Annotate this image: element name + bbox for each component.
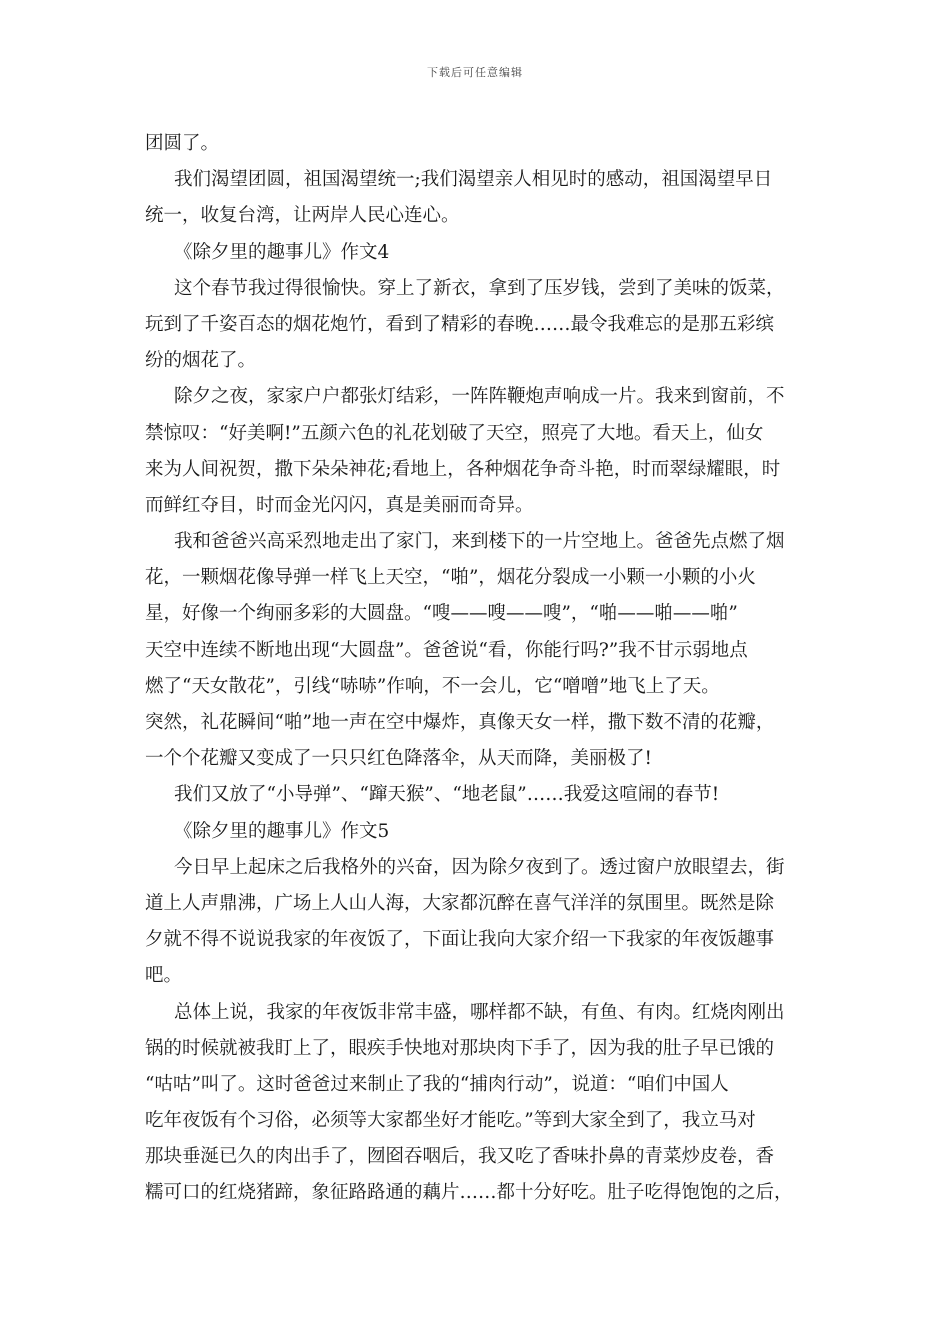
text-line: 燃了“天女散花”，引线“哧哧”作响，不一会儿，它“噌噌”地飞上了天。: [145, 675, 720, 697]
text-line: 我和爸爸兴高采烈地走出了家门，来到楼下的一片空地上。爸爸先点燃了烟: [174, 531, 785, 553]
text-line: 我们渴望团圆，祖国渴望统一;我们渴望亲人相见时的感动，祖国渴望早日: [174, 169, 773, 191]
text-line: 花，一颗烟花像导弹一样飞上天空，“啪”，烟花分裂成一小颗一小颗的小火: [145, 567, 756, 589]
text-line: 一个个花瓣又变成了一只只红色降落伞，从天而降，美丽极了!: [145, 748, 652, 770]
text-line: 纷的烟花了。: [145, 350, 257, 372]
text-line: 锅的时候就被我盯上了，眼疾手快地对那块肉下手了，因为我的肚子早已饿的: [145, 1037, 775, 1059]
text-line: 吃年夜饭有个习俗，必须等大家都坐好才能吃。”等到大家全到了，我立马对: [145, 1110, 756, 1132]
text-line: 禁惊叹：“好美啊!”五颜六色的礼花划破了天空，照亮了大地。看天上，仙女: [145, 422, 764, 444]
text-line: 而鲜红夺目，时而金光闪闪，真是美丽而奇异。: [145, 494, 534, 516]
text-line: 今日早上起床之后我格外的兴奋，因为除夕夜到了。透过窗户放眼望去，街: [174, 856, 785, 878]
text-line: 突然，礼花瞬间“啪”地一声在空中爆炸，真像天女一样，撒下数不清的花瓣，: [145, 712, 775, 733]
text-line: 天空中连续不断地出现“大圆盘”。爸爸说“看，你能行吗?”我不甘示弱地点: [145, 639, 748, 661]
text-line: 道上人声鼎沸，广场上人山人海，大家都沉醉在喜气洋洋的氛围里。既然是除: [145, 892, 775, 914]
text-line: 玩到了千姿百态的烟花炮竹，看到了精彩的春晚……最令我难忘的是那五彩缤: [145, 313, 775, 335]
text-line: 我们又放了“小导弹”、“蹿天猴”、“地老鼠”……我爱这喧闹的春节!: [174, 784, 720, 806]
page-header-note: 下载后可任意编辑: [427, 66, 523, 79]
document-body: [145, 126, 825, 1212]
text-line: 夕就不得不说说我家的年夜饭了，下面让我向大家介绍一下我家的年夜饭趣事: [145, 929, 775, 951]
text-line: 《除夕里的趣事儿》作文5: [174, 820, 390, 842]
text-line: 星，好像一个绚丽多彩的大圆盘。“嗖——嗖——嗖”，“啪——啪——啪”: [145, 603, 738, 625]
text-line: 团圆了。: [145, 133, 220, 154]
text-line: 统一，收复台湾，让两岸人民心连心。: [145, 205, 460, 227]
text-line: 糯可口的红烧猪蹄，象征路路通的藕片……都十分好吃。肚子吃得饱饱的之后，: [145, 1182, 793, 1204]
text-line: “咕咕”叫了。这时爸爸过来制止了我的“捕肉行动”，说道：“咱们中国人: [145, 1073, 729, 1095]
text-line: 来为人间祝贺，撒下朵朵神花;看地上，各种烟花争奇斗艳，时而翠绿耀眼，时: [145, 458, 781, 480]
text-line: 这个春节我过得很愉快。穿上了新衣，拿到了压岁钱，尝到了美味的饭菜，: [174, 277, 785, 299]
text-line: 除夕之夜，家家户户都张灯结彩，一阵阵鞭炮声响成一片。我来到窗前，不: [174, 386, 785, 408]
text-line: 总体上说，我家的年夜饭非常丰盛，哪样都不缺，有鱼、有肉。红烧肉刚出: [174, 1001, 785, 1023]
text-line: 那块垂涎已久的肉出手了，囫囵吞咽后，我又吃了香味扑鼻的青菜炒皮卷，香: [145, 1146, 775, 1168]
text-line: 《除夕里的趣事儿》作文4: [174, 241, 390, 263]
text-line: 吧。: [145, 965, 183, 987]
